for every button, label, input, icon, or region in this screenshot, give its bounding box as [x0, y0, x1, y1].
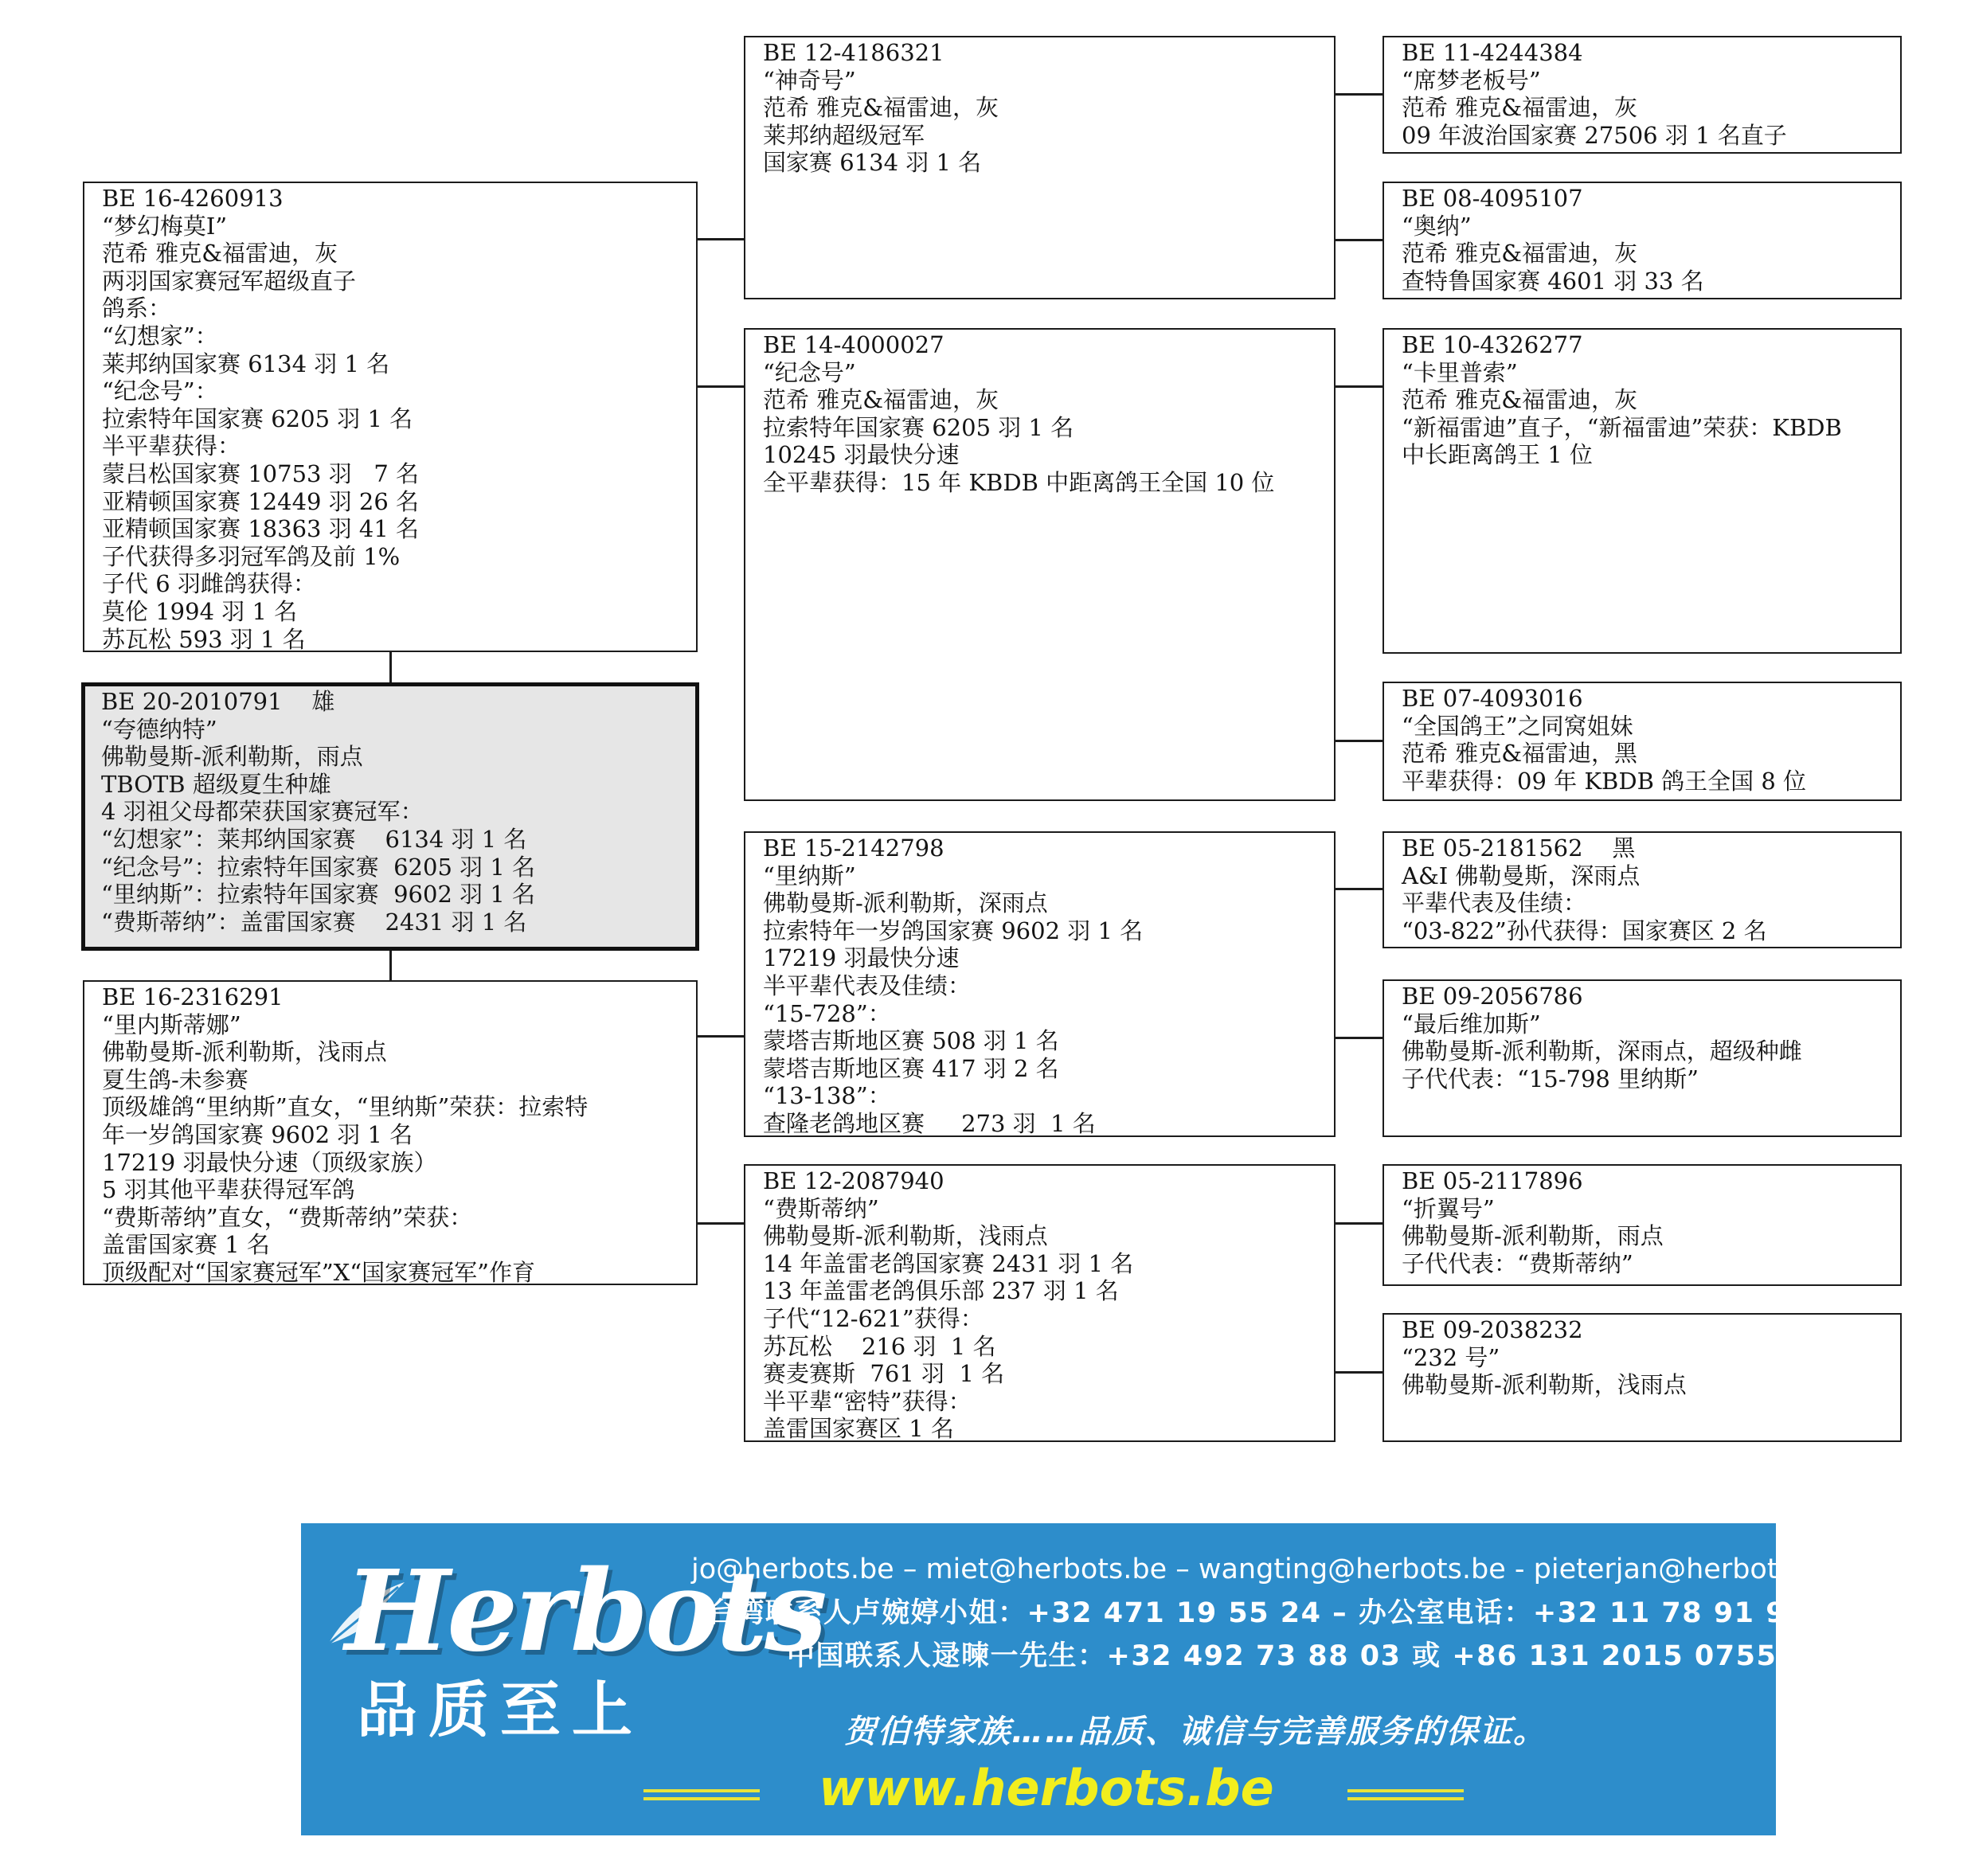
pedigree-line: “夸德纳特”	[101, 715, 217, 743]
pedigree-line: 半平辈获得：	[102, 432, 241, 460]
pedigree-line: “幻想家”：	[102, 322, 218, 350]
pedigree-line: BE 16-4260913	[102, 185, 284, 212]
pedigree-line: “15-728”：	[763, 999, 891, 1027]
pedigree-line: BE 09-2056786	[1402, 983, 1583, 1010]
pedigree-line: 佛勒曼斯-派利勒斯，深雨点	[763, 889, 1048, 917]
pedigree-line: “神奇号”	[763, 66, 856, 94]
pedigree-line: BE 08-4095107	[1402, 185, 1583, 212]
pedigree-line: 查特鲁国家赛 4601 羽 33 名	[1402, 267, 1704, 295]
pedigree-line: 子代代表：“费斯蒂纳”	[1402, 1249, 1633, 1277]
pedigree-line: BE 12-4186321	[763, 39, 944, 66]
pedigree-line: 苏瓦松 593 羽 1 名	[102, 625, 306, 652]
pedigree-line: BE 11-4244384	[1402, 39, 1583, 66]
pedigree-line: BE 20-2010791 雄	[101, 688, 335, 715]
accent-line	[1347, 1789, 1464, 1792]
email-list: jo@herbots.be – miet@herbots.be – wangting@herbots.be - pieterjan@herbots.be	[691, 1554, 1836, 1585]
pedigree-line: “纪念号”：	[102, 377, 218, 405]
pedigree-line: 两羽国家赛冠军超级直子	[102, 267, 357, 295]
pedigree-line: 顶级配对“国家赛冠军”X“国家赛冠军”作育	[102, 1258, 535, 1285]
dam-dam-card	[744, 1164, 1336, 1442]
pedigree-line: 顶级雄鸽“里纳斯”直女，“里纳斯”荣获：拉索特	[102, 1093, 589, 1121]
pedigree-line: “里内斯蒂娜”	[102, 1010, 241, 1038]
pedigree-line: “折翼号”	[1402, 1194, 1495, 1222]
pedigree-line: BE 12-2087940	[763, 1167, 944, 1194]
connector-line	[1334, 1222, 1383, 1225]
dd-sire-card	[1382, 1164, 1902, 1286]
pedigree-line: “幻想家”：莱邦纳国家赛 6134 羽 1 名	[101, 825, 527, 853]
pedigree-line: 范希 雅克&福雷迪，灰	[763, 386, 999, 414]
connector-line	[695, 1222, 745, 1225]
china-contact: 中国联系人逯暕一先生：+32 492 73 88 03 或 +86 131 2015 0755	[787, 1640, 1778, 1672]
pedigree-line: 全平辈获得：15 年 KBDB 中距离鸽王全国 10 位	[763, 468, 1275, 496]
pedigree-line: “里纳斯”	[763, 862, 856, 889]
slogan: 品质至上	[357, 1675, 643, 1745]
ds-sire-card	[1382, 831, 1902, 948]
subject-card	[81, 682, 699, 951]
pedigree-line: 4 羽祖父母都荣获国家赛冠军：	[101, 798, 424, 826]
pedigree-line: 盖雷国家赛区 1 名	[763, 1415, 954, 1442]
website-link[interactable]: www.herbots.be	[819, 1759, 1274, 1817]
pedigree-line: “新福雷迪”直子，“新福雷迪”荣获：KBDB	[1402, 413, 1842, 441]
herbots-logo-text: Herbots	[345, 1546, 824, 1677]
pedigree-line: 半平辈代表及佳绩：	[763, 971, 972, 999]
pedigree-line: 拉索特年国家赛 6205 羽 1 名	[763, 413, 1074, 441]
pedigree-line: 平辈代表及佳绩：	[1402, 889, 1587, 917]
pedigree-line: 苏瓦松 216 羽 1 名	[763, 1332, 996, 1360]
contact-banner	[301, 1523, 1836, 1835]
pedigree-line: BE 05-2181562 黑	[1402, 834, 1636, 862]
pedigree-line: 子代获得多羽冠军鸽及前 1%	[102, 542, 401, 570]
accent-line	[1347, 1797, 1464, 1800]
pedigree-line: 范希 雅克&福雷迪，灰	[102, 240, 338, 268]
connector-line	[389, 651, 392, 683]
pedigree-line: “纪念号”：拉索特年国家赛 6205 羽 1 名	[101, 853, 535, 881]
sire-sire-card	[744, 36, 1336, 299]
pedigree-line: A&I 佛勒曼斯，深雨点	[1402, 862, 1641, 889]
connector-line	[1334, 1037, 1383, 1039]
ss-dam-card	[1382, 182, 1902, 299]
pedigree-line: “最后维加斯”	[1402, 1010, 1541, 1038]
pedigree-line: “里纳斯”：拉索特年国家赛 9602 羽 1 名	[101, 881, 535, 909]
pedigree-line: “纪念号”	[763, 358, 856, 386]
pedigree-line: 范希 雅克&福雷迪，灰	[1402, 386, 1638, 414]
taiwan-contact: 台湾联系人卢婉婷小姐：+32 471 19 55 24 – 办公室电话：+32 11 78 91 90	[707, 1597, 1807, 1629]
pedigree-line: 盖雷国家赛 1 名	[102, 1231, 270, 1259]
pedigree-line: 佛勒曼斯-派利勒斯，浅雨点	[1402, 1371, 1687, 1399]
pedigree-line: 5 羽其他平辈获得冠军鸽	[102, 1176, 355, 1204]
pedigree-line: 子代 6 羽雌鸽获得：	[102, 570, 316, 598]
pedigree-line: BE 05-2117896	[1402, 1167, 1583, 1194]
connector-line	[695, 385, 745, 388]
pedigree-line: 夏生鸽-未参赛	[102, 1065, 248, 1093]
pedigree-line: TBOTB 超级夏生种雄	[101, 770, 331, 798]
pedigree-line: 佛勒曼斯-派利勒斯，雨点	[101, 743, 363, 771]
pedigree-line: 莱邦纳国家赛 6134 羽 1 名	[102, 350, 390, 377]
ds-dam-card	[1382, 979, 1902, 1137]
sire-card	[83, 182, 698, 652]
pedigree-line: 子代“12-621”获得：	[763, 1304, 984, 1332]
pedigree-line: 蒙塔吉斯地区赛 417 羽 2 名	[763, 1054, 1059, 1082]
pedigree-line: BE 14-4000027	[763, 331, 944, 358]
tagline: 贺伯特家族……品质、诚信与完善服务的保证。	[844, 1714, 1547, 1750]
pedigree-line: 亚精顿国家赛 18363 羽 41 名	[102, 515, 420, 543]
connector-line	[1334, 888, 1383, 890]
pedigree-line: 佛勒曼斯-派利勒斯，深雨点，超级种雌	[1402, 1038, 1802, 1065]
accent-line	[643, 1797, 760, 1800]
dam-card	[83, 980, 698, 1285]
pedigree-line: “费斯蒂纳”直女，“费斯蒂纳”荣获：	[102, 1203, 473, 1231]
connector-line	[695, 238, 745, 240]
pedigree-line: 拉索特年一岁鸽国家赛 9602 羽 1 名	[763, 917, 1144, 944]
pedigree-line: 半平辈“密特”获得：	[763, 1387, 972, 1415]
pedigree-line: 年一岁鸽国家赛 9602 羽 1 名	[102, 1120, 413, 1148]
ss-sire-card	[1382, 36, 1902, 154]
sd-sire-card	[1382, 328, 1902, 654]
pedigree-line: 范希 雅克&福雷迪，灰	[1402, 240, 1638, 268]
pedigree-line: 莱邦纳超级冠军	[763, 121, 925, 149]
pedigree-line: 17219 羽最快分速（顶级家族）	[102, 1148, 437, 1176]
pedigree-line: BE 10-4326277	[1402, 331, 1583, 358]
pedigree-line: 佛勒曼斯-派利勒斯，雨点	[1402, 1222, 1664, 1250]
pedigree-line: 范希 雅克&福雷迪，黑	[1402, 740, 1638, 768]
pedigree-line: 赛麦赛斯 761 羽 1 名	[763, 1360, 1005, 1388]
connector-line	[695, 1035, 745, 1038]
pedigree-line: “梦幻梅莫Ⅰ”	[102, 212, 228, 240]
pedigree-line: 拉索特年国家赛 6205 羽 1 名	[102, 405, 413, 432]
connector-line	[1334, 93, 1383, 96]
pedigree-line: “13-138”：	[763, 1082, 891, 1110]
pedigree-line: 佛勒曼斯-派利勒斯，浅雨点	[102, 1038, 387, 1066]
pedigree-line: 17219 羽最快分速	[763, 944, 960, 972]
pedigree-line: BE 07-4093016	[1402, 685, 1583, 712]
accent-line	[643, 1789, 760, 1792]
pedigree-line: BE 16-2316291	[102, 983, 284, 1010]
pedigree-line: 蒙吕松国家赛 10753 羽 7 名	[102, 459, 420, 487]
pedigree-line: 国家赛 6134 羽 1 名	[763, 149, 982, 177]
pedigree-line: “费斯蒂纳”：盖雷国家赛 2431 羽 1 名	[101, 908, 527, 936]
pedigree-line: “03-822”孙代获得：国家赛区 2 名	[1402, 917, 1767, 944]
pedigree-line: “奥纳”	[1402, 212, 1472, 240]
pedigree-line: 佛勒曼斯-派利勒斯，浅雨点	[763, 1222, 1048, 1250]
pedigree-line: “席梦老板号”	[1402, 66, 1541, 94]
pedigree-line: 范希 雅克&福雷迪，灰	[1402, 94, 1638, 122]
pedigree-line: 蒙塔吉斯地区赛 508 羽 1 名	[763, 1027, 1059, 1055]
connector-line	[1334, 239, 1383, 241]
pedigree-line: 09 年波治国家赛 27506 羽 1 名直子	[1402, 121, 1787, 149]
pedigree-line: 14 年盖雷老鸽国家赛 2431 羽 1 名	[763, 1249, 1134, 1277]
pedigree-line: BE 15-2142798	[763, 834, 944, 862]
pedigree-line: BE 09-2038232	[1402, 1316, 1583, 1343]
dd-dam-card	[1382, 1313, 1902, 1442]
pedigree-line: “费斯蒂纳”	[763, 1194, 879, 1222]
pedigree-line: 子代代表：“15-798 里纳斯”	[1402, 1065, 1699, 1092]
pedigree-line: “卡里普索”	[1402, 358, 1518, 386]
pedigree-line: “232 号”	[1402, 1343, 1500, 1371]
connector-line	[1334, 740, 1383, 742]
pedigree-line: 鸽系：	[102, 295, 172, 322]
pedigree-line: 10245 羽最快分速	[763, 441, 960, 469]
pedigree-line: 查隆老鸽地区赛 273 羽 1 名	[763, 1109, 1096, 1137]
sd-dam-card	[1382, 682, 1902, 801]
pedigree-line: “全国鸽王”之同窝姐妹	[1402, 712, 1633, 740]
pedigree-line: 中长距离鸽王 1 位	[1402, 441, 1593, 469]
connector-line	[389, 949, 392, 981]
sire-dam-card	[744, 328, 1336, 801]
pedigree-line: 亚精顿国家赛 12449 羽 26 名	[102, 487, 420, 515]
connector-line	[1334, 1371, 1383, 1374]
pedigree-line: 平辈获得：09 年 KBDB 鸽王全国 8 位	[1402, 767, 1806, 795]
pedigree-line: 范希 雅克&福雷迪，灰	[763, 94, 999, 122]
connector-line	[1334, 385, 1383, 388]
pedigree-line: 13 年盖雷老鸽俱乐部 237 羽 1 名	[763, 1277, 1119, 1305]
dam-sire-card	[744, 831, 1336, 1137]
pedigree-line: 莫伦 1994 羽 1 名	[102, 597, 298, 625]
